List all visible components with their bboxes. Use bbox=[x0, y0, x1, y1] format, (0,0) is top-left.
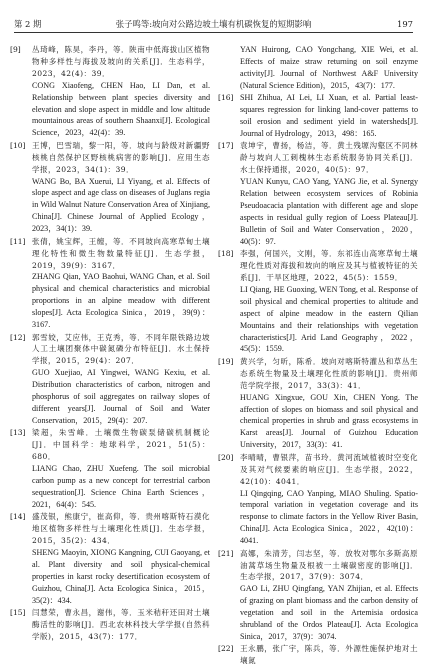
reference-entry bbox=[218, 248, 418, 355]
reference-entry bbox=[10, 427, 210, 510]
reference-chinese: 高娜，朱清芳，闫志坚，等．放牧对鄂尔多斯高原油蒿草场生物量及根被一土壤碳密度的影响[J]．生态学报，2017，37(9)：3074． bbox=[240, 548, 418, 582]
reference-english: CONG Xiaofeng, CHEN Hao, LI Dan, et al. Relationship between plant species diversity and elevation and slope aspect in middle and low altitude mountainous areas of southern Shaanxi[J]. Ecological Science，2023，42(4)：39. bbox=[32, 80, 210, 138]
reference-entry bbox=[10, 236, 210, 331]
reference-number: [18] bbox=[218, 249, 234, 259]
reference-chinese: 李晴晴，曹银萍，苗书玲．黄河流域植被时空变化及其对气候要素的响应[J]．生态学报，2022，42(10)：4041． bbox=[240, 452, 418, 486]
reference-entry bbox=[218, 548, 418, 643]
reference-entry bbox=[10, 44, 210, 139]
reference-number: [9] bbox=[10, 45, 21, 54]
reference-chinese: 王永鹏，张广宇，陈兵，等．外源性施保护地对土壤氮 bbox=[240, 644, 418, 666]
right-column bbox=[218, 44, 418, 666]
reference-number: [12] bbox=[10, 332, 26, 342]
reference-number: [16] bbox=[218, 93, 234, 103]
reference-english: YAN Huirong, CAO Yongchang, XIE Wei, et al. Effects of maize straw returning on soil enzyme activity[J]. Journal of Northwest A&F University (Natural Science Edition)，2015，43(7)：177. bbox=[240, 45, 418, 90]
reference-english: LIANG Chao, ZHU Xuefeng. The soil microbial carbon pump as a new concept for terrestrial carbon sequestration[J]. Science China Earth Sciences，2021，64(4)：545. bbox=[32, 464, 210, 509]
reference-chinese: 黄兴学，匀昕，陈希．坡向对喀斯特灌丛和草丛生态系统生物量及土壤理化性质的影响[J]．贵州师范学院学报，2017，33(3)：41． bbox=[240, 356, 418, 390]
reference-chinese: 郭雪姣，艾应伟，王克秀，等．不同年限铁路边坡人工土壤团聚体中碳氮磷分布特征[J]．水土保持学报，2015，29(4)：207． bbox=[32, 332, 210, 366]
reference-entry bbox=[10, 332, 210, 427]
reference-number: [14] bbox=[10, 512, 26, 522]
left-column bbox=[10, 44, 210, 641]
running-title: 张子鸣等:坡向对公路边坡土壤有机碳恢复的短期影响 bbox=[115, 19, 312, 29]
reference-number: [22] bbox=[218, 644, 234, 654]
reference-entry bbox=[10, 511, 210, 606]
reference-english: GUO Xuejiao, AI Yingwei, WANG Kexiu, et al. Distribution characteristics of carbon, nitrogen and phosphorus of soil aggregates on railway slopes of different years[J]. Journal of Soil and Water Conservation，2015，29(4)：207. bbox=[32, 368, 210, 425]
reference-english: LI Qingqing, CAO Yanping, MIAO Shuling. Spatio-temporal variation in vegetation coverage and its response to climate factors in the Yellow River Basin, China[J]. Acta Ecologica Sinica，2022，42(10)：4041. bbox=[240, 488, 418, 546]
issue-number: 第 2 期 bbox=[14, 19, 42, 29]
reference-number: [20] bbox=[218, 452, 234, 462]
reference-english: SHENG Maoyin, XIONG Kangning, CUI Gaoyang, et al. Plant diversity and soil physical-chemical properties in karst rocky desertification ecosystem of Guizhou, China[J]. Acta Ecologica Sinica，2015，35(2)：434. bbox=[32, 548, 210, 605]
reference-chinese: 张倩，姚宝辉，王缠，等．不同坡向高寒草甸土壤理化特性和微生物数量特征[J]．生态学报，2019，39(9)：3167． bbox=[32, 236, 210, 270]
reference-entry bbox=[218, 452, 418, 547]
reference-chinese: 袁坤宇，曹扬，杨洁，等．黄土残塬沟壑区不同林龄与坡向人工刺槐林生态系统服务协同关系[J]．水土保持通报，2020，40(5)：97． bbox=[240, 141, 418, 175]
reference-number: [10] bbox=[10, 140, 26, 150]
reference-english: ZHANG Qian, YAO Baohui, WANG Chan, et al. Soil physical and chemical characteristics and microbial proportions in an alpine meadow with different slopes[J]. Acta Ecologica Sinica，2019，39(9)：3167. bbox=[32, 272, 210, 330]
page-number: 197 bbox=[397, 19, 413, 29]
reference-columns bbox=[10, 44, 418, 666]
reference-number bbox=[218, 44, 240, 92]
reference-english: LI Qiang, HE Guoxing, WEN Tong, et al. Response of soil physical and chemical properties to altitude and aspect of alpine meadow in the eastern Qilian Mountains and their relationships with vegetation characteristics[J]. Arid Land Geography，2022，45(5)：1559. bbox=[240, 284, 418, 354]
reference-number: [13] bbox=[10, 428, 26, 438]
reference-entry bbox=[218, 44, 418, 92]
reference-english: WANG Bo, BA Xuerui, LI Yiyang, et al. Effects of slope aspect and age class on diseases of Juglans regia in Wild Walnut Nature Conservation Area of Xinjiang, China[J]. Chinese Journal of Applied Ecology，2023，34(1)：39. bbox=[32, 176, 210, 234]
reference-entry bbox=[218, 356, 418, 451]
reference-number: [17] bbox=[218, 141, 234, 151]
reference-chinese: 闫慧荣，曹永昌，谢伟，等．玉米秸秆还田对土壤酶活性的影响[J]．西北农林科技大学学报(自然科学版)，2015，43(7)：177． bbox=[32, 608, 210, 641]
reference-number: [11] bbox=[10, 236, 26, 246]
reference-english: SHI Zhihua, AI Lei, LI Xuan, et al. Partial least-squares regression for linking land-cover patterns to soil erosion and sediment yield in watersheds[J]. Journal of Hydrology，2013，498：165. bbox=[240, 93, 418, 138]
reference-entry bbox=[10, 140, 210, 235]
reference-chinese: 盛茂银，熊康宁，崔高仰，等．贵州喀斯特石漠化地区植物多样性与土壤理化性质[J]．生态学报，2015，35(2)：434． bbox=[32, 512, 210, 546]
reference-chinese: 丛琦峰，陈昊，李丹，等．陕南中低海拔山区植物物种多样性与海拔及坡向的关系[J]．生态科学，2023，42(4)：39． bbox=[32, 45, 210, 78]
reference-number: [21] bbox=[218, 548, 234, 558]
reference-entry bbox=[10, 607, 210, 643]
reference-english: GAO Li, ZHU Qingfang, YAN Zhijian, et al. Effects of grazing on plant biomass and the carbon density of vegetation and soil in the Artemisia ordosica shrubland of the Ordos Plateau[J]. Acta Ecologica Sinica，2017，37(9)：3074. bbox=[240, 584, 418, 641]
reference-chinese: 梁超，朱雪峰．土壤微生物碳泵储碳机制概论[J]．中国科学：地球科学，2021，51(5)：680． bbox=[32, 428, 210, 462]
reference-chinese: 王博，巴雪瑞，黎一阳，等．坡向与龄级对新疆野核桃自然保护区野核桃病害的影响[J]．应用生态学报，2023，34(1)：39． bbox=[32, 140, 210, 174]
reference-number: [19] bbox=[218, 356, 234, 366]
reference-number: [15] bbox=[10, 608, 26, 618]
running-header bbox=[14, 16, 413, 33]
reference-english: HUANG Xingxue, GOU Xin, CHEN Yong. The affection of slopes on biomass and soil physical and chemical properties in shrub and grass ecosystems in Karst areas[J]. Journal of Guizhou Education University，2017，33(3)：41. bbox=[240, 392, 418, 450]
reference-chinese: 李强，何国兴，文刚，等．东祁连山高寒草甸土壤理化性质对海拔和坡向的响应及其与植被特征的关系[J]．干旱区地理，2022，45(5)：1559． bbox=[240, 249, 418, 282]
reference-entry bbox=[218, 92, 418, 140]
reference-english: YUAN Kunyu, CAO Yang, YANG Jie, et al. Synergy Relation between ecosystem services of Robinia Pseudoacacia plantation with different age and slope aspects in residual gully region of Loess Plateau[J]. Bulletin of Soil and Water Conservation，2020，40(5)：97. bbox=[240, 177, 418, 246]
reference-entry bbox=[218, 643, 418, 667]
reference-entry bbox=[218, 140, 418, 247]
